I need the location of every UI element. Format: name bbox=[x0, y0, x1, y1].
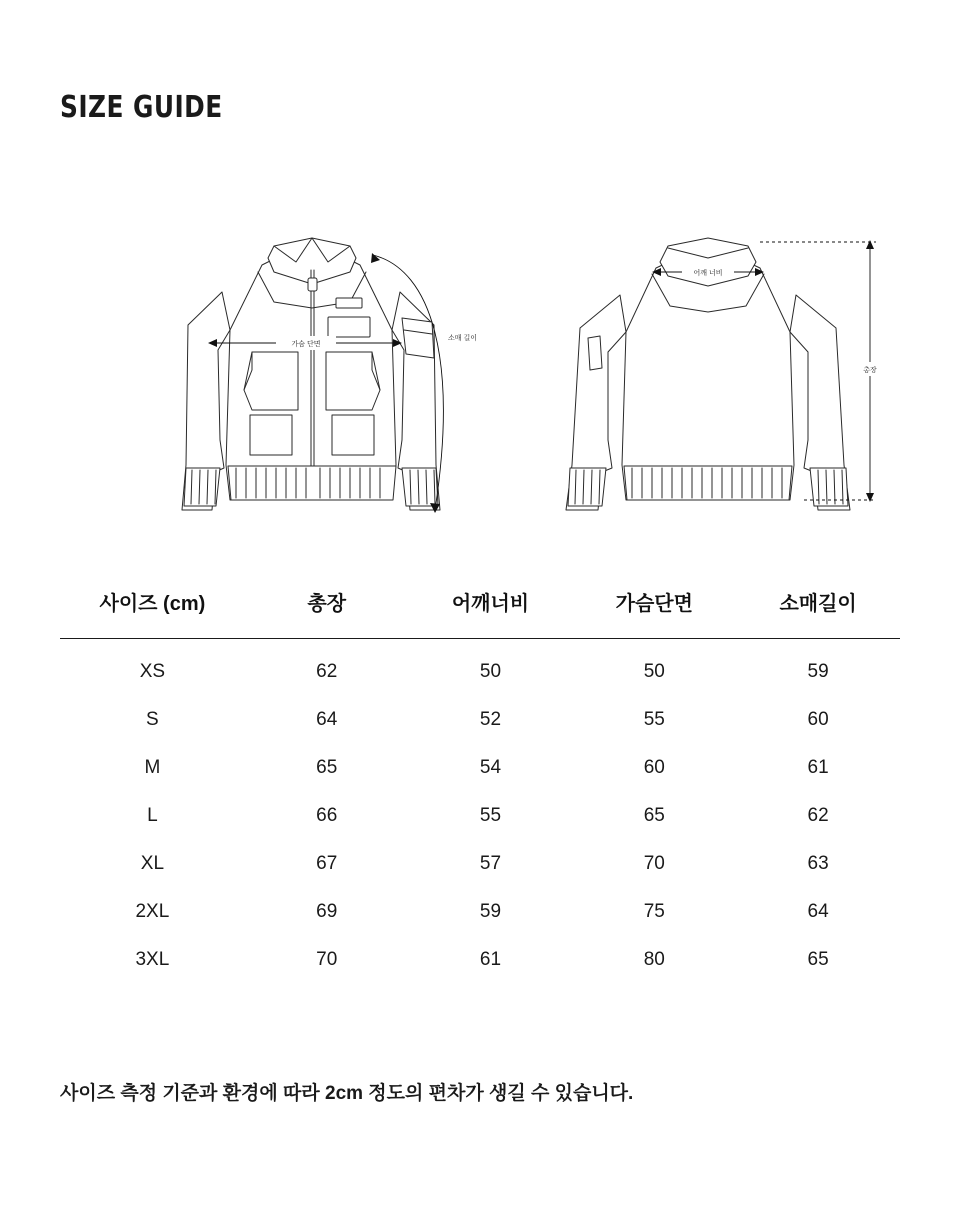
chest-dimension-label: 가슴 단면 bbox=[291, 341, 321, 348]
page-title: SIZE GUIDE bbox=[60, 90, 223, 125]
cell-sleeve: 61 bbox=[807, 757, 829, 778]
cell-sleeve: 64 bbox=[807, 901, 829, 922]
front-view-illustration bbox=[182, 238, 440, 510]
column-header-shoulder: 어깨너비 bbox=[409, 575, 573, 639]
cell-size: XS bbox=[139, 661, 166, 682]
cell-size: M bbox=[144, 757, 161, 778]
cell-size: 3XL bbox=[135, 949, 170, 970]
size-table-head bbox=[60, 575, 900, 639]
cell-shoulder: 52 bbox=[479, 709, 502, 730]
cell-length: 69 bbox=[316, 901, 338, 922]
cell-shoulder: 59 bbox=[479, 901, 502, 922]
cell-chest: 60 bbox=[643, 757, 665, 778]
cell-size: L bbox=[147, 805, 158, 826]
column-header-chest: 가슴단면 bbox=[572, 575, 736, 639]
cell-length: 62 bbox=[316, 661, 338, 682]
cell-size: 2XL bbox=[135, 901, 170, 922]
size-table-body bbox=[60, 639, 900, 985]
cell-size: XL bbox=[140, 853, 165, 874]
table-row bbox=[60, 936, 900, 984]
cell-size: S bbox=[146, 709, 159, 730]
cell-shoulder: 55 bbox=[479, 805, 502, 826]
length-dimension-label: 총장 bbox=[863, 367, 877, 374]
cell-shoulder: 54 bbox=[479, 757, 502, 778]
cell-length: 64 bbox=[316, 709, 338, 730]
cell-chest: 80 bbox=[643, 949, 665, 970]
cell-shoulder: 61 bbox=[479, 949, 502, 970]
column-header-size: 사이즈 (cm) bbox=[60, 575, 245, 639]
measurement-note: 사이즈 측정 기준과 환경에 따라 2cm 정도의 편차가 생길 수 있습니다. bbox=[60, 1083, 634, 1104]
cell-sleeve: 60 bbox=[807, 709, 829, 730]
column-header-length: 총장 bbox=[245, 575, 409, 639]
cell-chest: 55 bbox=[643, 709, 665, 730]
garment-illustrations bbox=[60, 210, 900, 540]
table-header-row bbox=[60, 575, 900, 639]
cell-shoulder: 50 bbox=[479, 661, 502, 682]
cell-chest: 50 bbox=[643, 661, 665, 682]
table-row bbox=[60, 696, 900, 744]
cell-shoulder: 57 bbox=[479, 853, 502, 874]
cell-sleeve: 59 bbox=[807, 661, 829, 682]
table-row bbox=[60, 792, 900, 840]
cell-length: 67 bbox=[316, 853, 338, 874]
table-row bbox=[60, 888, 900, 936]
column-header-sleeve: 소매길이 bbox=[736, 575, 900, 639]
cell-sleeve: 63 bbox=[807, 853, 829, 874]
cell-chest: 70 bbox=[643, 853, 665, 874]
table-row bbox=[60, 744, 900, 792]
table-row bbox=[60, 639, 900, 697]
cell-chest: 65 bbox=[643, 805, 665, 826]
size-table bbox=[60, 575, 900, 984]
sleeve-dimension-label: 소매 길이 bbox=[448, 335, 477, 342]
cell-length: 65 bbox=[316, 757, 338, 778]
shoulder-dimension-label: 어깨 너비 bbox=[693, 270, 723, 277]
cell-length: 70 bbox=[316, 949, 338, 970]
cell-sleeve: 65 bbox=[807, 949, 829, 970]
cell-chest: 75 bbox=[643, 901, 665, 922]
table-row bbox=[60, 840, 900, 888]
cell-length: 66 bbox=[316, 805, 338, 826]
cell-sleeve: 62 bbox=[807, 805, 829, 826]
